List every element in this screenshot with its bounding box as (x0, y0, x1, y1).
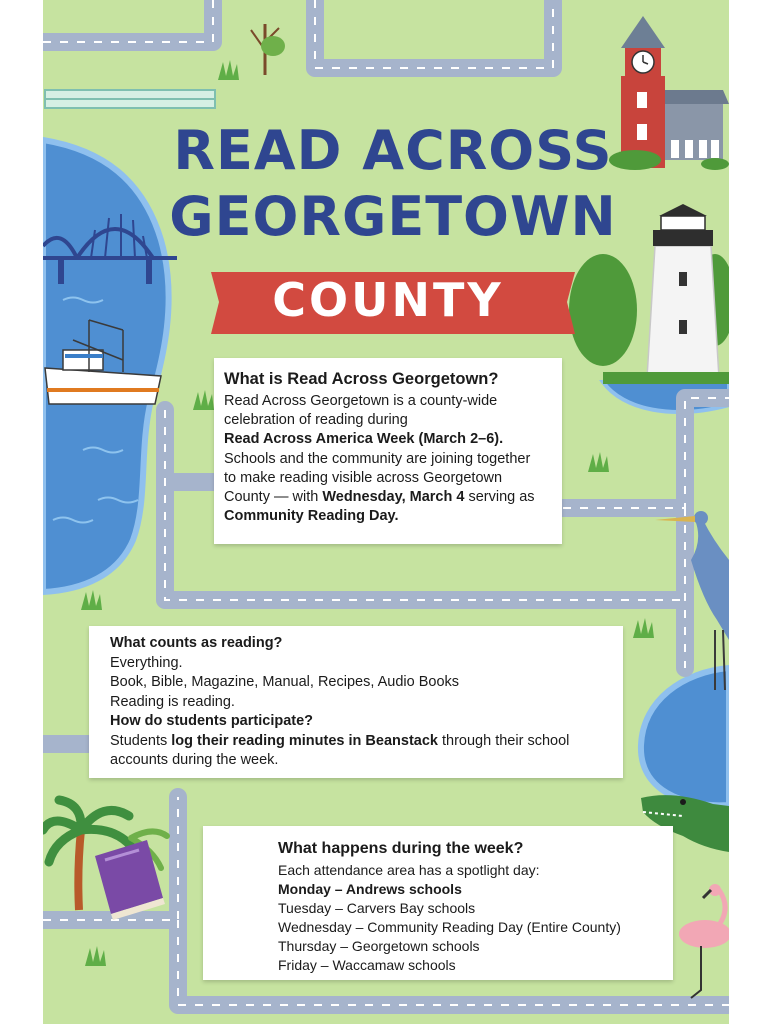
what-is-line: Community Reading Day. (224, 508, 399, 525)
banner-text: COUNTY (272, 273, 504, 327)
counts-line: Reading is reading. (110, 693, 235, 710)
what-is-text: serving as (464, 489, 535, 506)
what-is-card (214, 358, 562, 544)
week-heading: What happens during the week? (278, 840, 524, 857)
flamingo-icon (679, 884, 729, 998)
community-day-date: Wednesday, March 4 (322, 489, 465, 506)
day-item-friday: Friday – Waccamaw schools (278, 957, 456, 973)
book-icon (95, 840, 165, 920)
day-item-thursday: Thursday – Georgetown schools (278, 938, 480, 954)
what-is-line: Schools and the community are joining together (224, 450, 531, 467)
day-item-tuesday: Tuesday – Carvers Bay schools (278, 900, 476, 916)
week-intro: Each attendance area has a spotlight day: (278, 862, 540, 878)
day-item-monday: Monday – Andrews schools (278, 881, 462, 897)
counts-line (110, 732, 623, 752)
clock-tower-icon (609, 16, 729, 170)
tree-icon (251, 24, 285, 75)
what-is-line: to make reading visible across Georgetown (224, 469, 503, 486)
what-is-heading: What is Read Across Georgetown? (224, 370, 499, 388)
counts-text: through their school (437, 732, 570, 749)
what-is-line: Read Across Georgetown is a county-wide (224, 393, 498, 409)
fence (45, 90, 215, 108)
counts-line: accounts during the week. (110, 752, 279, 768)
day-item-wednesday: Wednesday – Community Reading Day (Entire County) (278, 919, 621, 935)
title-line-1: READ ACROSS (173, 119, 613, 182)
participate-heading: How do students participate? (110, 713, 314, 729)
poster (43, 0, 729, 1024)
what-is-line (224, 488, 562, 507)
left-bay-water (43, 140, 169, 592)
what-is-line: Read Across America Week (March 2–6). (224, 431, 504, 448)
counts-line: Everything. (110, 654, 183, 671)
what-is-text: County — with (224, 489, 323, 506)
counts-text: Students (110, 732, 172, 749)
week-card (203, 826, 673, 980)
title-line-2: GEORGETOWN (169, 185, 617, 248)
counts-line: Book, Bible, Magazine, Manual, Recipes, Audio Books (110, 674, 460, 690)
what-is-line: celebration of reading during (224, 412, 408, 429)
beanstack-text: log their reading minutes in Beanstack (171, 732, 438, 749)
counts-card (89, 626, 623, 778)
counts-heading: What counts as reading? (110, 635, 283, 651)
